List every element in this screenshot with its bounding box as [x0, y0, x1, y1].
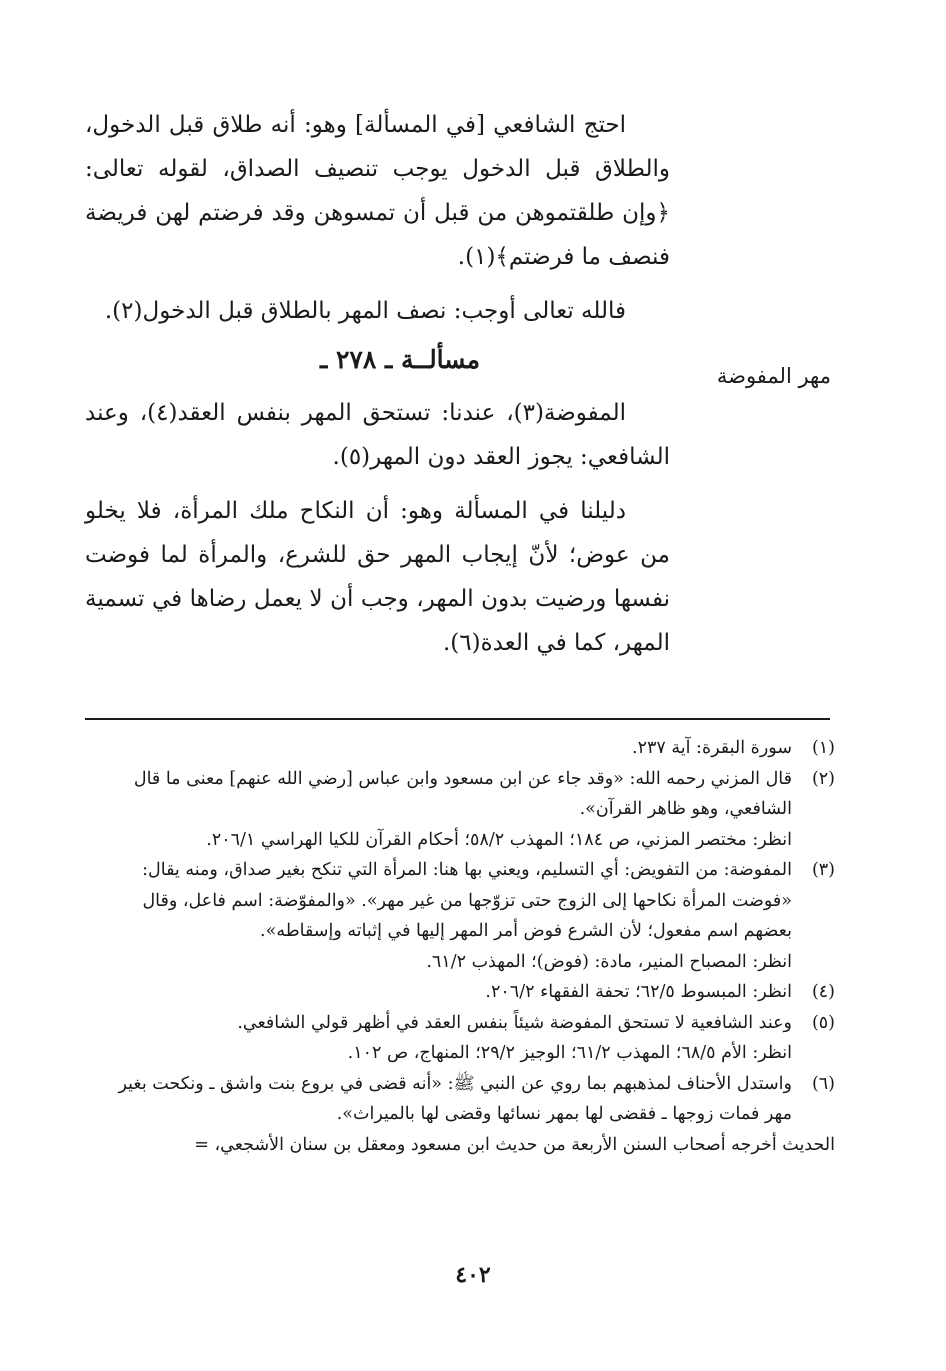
footnote-text: واستدل الأحناف لمذهبهم بما روي عن النبي ﷺ: «أنه قضى في بروع بنت واشق ـ ونكحت بغير مهر فمات زوجها ـ فقضى لها بمهر نسائها وقضى لها بالميراث». — [118, 1073, 792, 1124]
footnote-6 — [100, 1069, 835, 1161]
section-title: مسألــة ـ ٢٧٨ ـ — [319, 345, 480, 374]
footnote-5 — [100, 1008, 835, 1069]
footnote-number: (١) — [811, 738, 835, 758]
paragraph-4: دليلنا في المسألة وهو: أن النكاح ملك المرأة، فلا يخلو من عوض؛ لأنّ إيجاب المهر حق للشرع، والمرأة لما فوضت نفسها ورضيت بدون المهر، وجب أن لا يعمل رضاها في تسمية المهر، كما في العدة(٦). — [85, 498, 670, 656]
footnote-text: وعند الشافعية لا تستحق المفوضة شيئاً بنفس العقد في أظهر قولي الشافعي. — [237, 1012, 792, 1033]
footnote-number: (٢) — [811, 768, 835, 789]
footnotes — [100, 733, 835, 1160]
footnote-number: (٥) — [811, 1012, 835, 1033]
section-heading-row — [85, 335, 670, 391]
footnote-continuation: الحديث أخرجه أصحاب السنن الأربعة من حديث ابن مسعود ومعقل بن سنان الأشجعي، = — [194, 1134, 835, 1155]
footnote-reference: انظر: المصباح المنير، مادة: (فوض)؛ المهذب ٦١/٢. — [426, 951, 792, 972]
footnote-number: (٣) — [811, 860, 835, 880]
margin-note: مهر المفوضة — [716, 364, 831, 388]
paragraph-2: فالله تعالى أوجب: نصف المهر بالطلاق قبل الدخول(٢). — [104, 298, 626, 324]
footnote-reference: انظر: مختصر المزني، ص ١٨٤؛ المهذب ٥٨/٢؛ أحكام القرآن للكيا الهراسي ٢٠٦/١. — [206, 829, 792, 850]
footnote-text: سورة البقرة: آية ٢٣٧. — [632, 738, 792, 758]
footnote-reference: انظر: الأم ٦٨/٥؛ المهذب ٦١/٢؛ الوجيز ٢٩/٢؛ المنهاج، ص ١٠٢. — [347, 1043, 792, 1063]
paragraph-3: المفوضة(٣)، عندنا: تستحق المهر بنفس العقد(٤)، وعند الشافعي: يجوز العقد دون المهر(٥). — [85, 400, 670, 470]
footnote-text: قال المزني رحمه الله: «وقد جاء عن ابن مسعود وابن عباس [رضي الله عنهم] معنى ما قال الشافعي، وهو ظاهر القرآن». — [133, 768, 792, 819]
footnote-divider — [85, 718, 830, 720]
footnote-text: المفوضة: من التفويض: أي التسليم، ويعني بها هنا: المرأة التي تنكح بغير صداق، ومنه يقال: «فوضت المرأة نكاحها إلى الزوج حتى تزوّجها من غير مهر». «والمفوّضة: اسم فاعل، وقال بعضهم اسم مفعول؛ لأن الشرع فوض أمر المهر إليها في إثباته وإسقاطه». — [142, 860, 792, 941]
footnote-1 — [100, 733, 835, 764]
footnote-2 — [100, 764, 835, 856]
paragraph-1: احتج الشافعي [في المسألة] وهو: أنه طلاق قبل الدخول، والطلاق قبل الدخول يوجب تنصيف الصداق، لقوله تعالى: ﴿وإن طلقتموهن من قبل أن تمسوهن وقد فرضتم لهن فريضة فنصف ما فرضتم﴾(١). — [85, 112, 670, 270]
footnote-number: (٦) — [811, 1073, 835, 1094]
footnote-number: (٤) — [811, 982, 835, 1002]
footnote-text: انظر: المبسوط ٦٢/٥؛ تحفة الفقهاء ٢٠٦/٢. — [485, 982, 792, 1002]
page-number: ٤٠٢ — [455, 1262, 491, 1288]
main-text — [85, 103, 670, 665]
footnote-4 — [100, 977, 835, 1008]
footnote-3 — [100, 855, 835, 977]
